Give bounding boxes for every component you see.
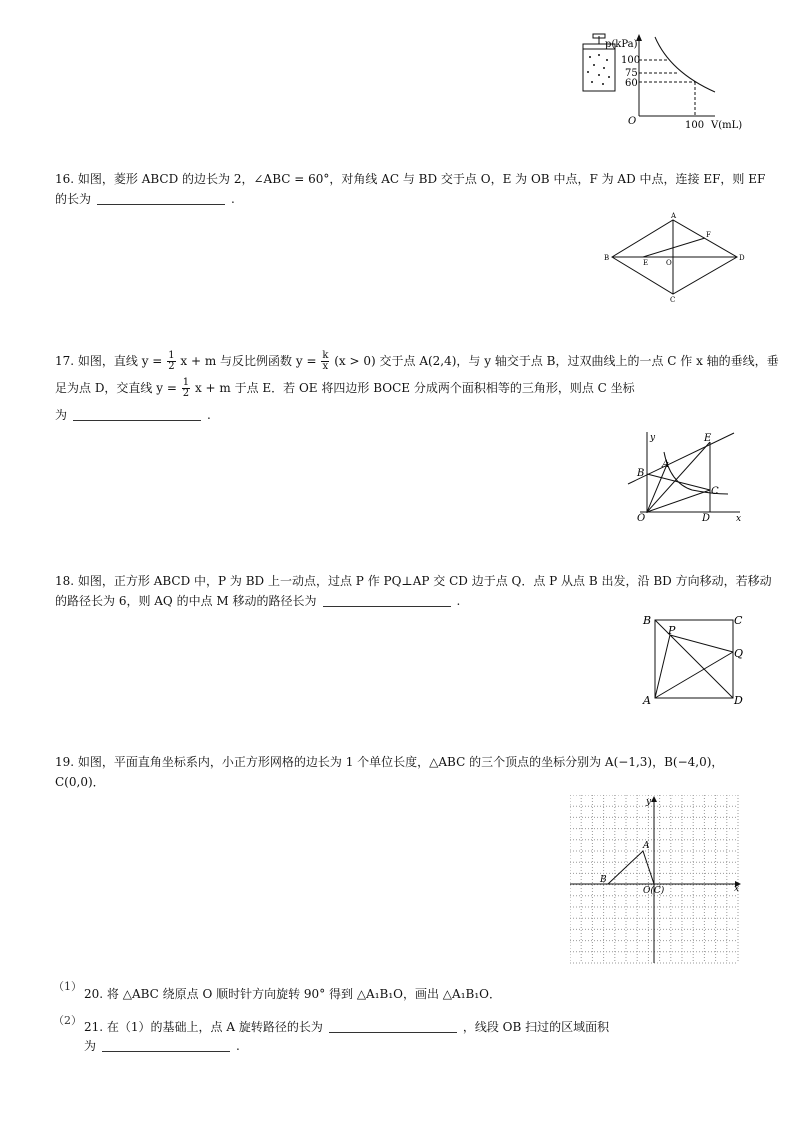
label-b: B (643, 614, 652, 627)
sub-question-2-label: （2） (53, 1014, 82, 1027)
label-d: D (739, 254, 745, 262)
q21-line2 (84, 1037, 240, 1054)
label-b: B (604, 254, 610, 262)
q21-line1-post: ，线段 OB 扫过的区域面积 (462, 1020, 610, 1034)
q18-answer-blank[interactable] (323, 596, 451, 607)
label-b: B (600, 875, 607, 885)
sub-question-1-label: （1） (53, 980, 82, 993)
label-c: C (711, 486, 719, 497)
tick-100: 100 (621, 55, 641, 66)
q17-answer-blank[interactable] (73, 410, 201, 421)
q17-line1 (55, 351, 779, 372)
frac-den: x (322, 361, 329, 372)
label-o: O (637, 513, 646, 523)
q16-line2 (55, 190, 235, 207)
tick-x-100: 100 (685, 120, 705, 131)
q16-line2-pre: 的长为 (55, 192, 92, 206)
tick-75: 75 (625, 68, 638, 79)
segment-ef (643, 238, 705, 257)
q17-line3-post: . (207, 408, 211, 422)
label-c: C (670, 296, 676, 304)
frac-num: 1 (182, 377, 190, 388)
q17-fraction-half (167, 351, 175, 372)
frac-num: k (322, 350, 329, 361)
label-c: C (734, 614, 743, 627)
label-p: P (668, 624, 676, 637)
tick-60: 60 (625, 78, 638, 89)
hyperbola-figure (622, 428, 747, 523)
label-d: D (734, 694, 743, 707)
origin-label: O (628, 116, 637, 127)
label-q: Q (734, 647, 744, 660)
label-b: B (637, 468, 645, 479)
y-axis-label: p(kPa) (605, 39, 638, 50)
q17-line3-pre: 为 (55, 408, 68, 422)
q21-line1 (84, 1018, 609, 1035)
q17-fraction-k (321, 351, 329, 372)
q17-text-a: 17. 如图，直线 y = (55, 354, 163, 368)
segment-pq (670, 635, 733, 652)
q16-line2-post: . (231, 192, 235, 206)
rhombus-figure (600, 212, 750, 307)
q21-answer-blank-1[interactable] (329, 1022, 457, 1033)
label-x: x (734, 884, 740, 894)
q17-line2 (55, 378, 635, 399)
label-e: E (704, 433, 712, 444)
q17-line3 (55, 406, 211, 423)
q21-line1-pre: 21. 在（1）的基础上，点 A 旋转路径的长为 (84, 1020, 323, 1034)
segment-ap (655, 635, 670, 698)
q18-line1: 18. 如图，正方形 ABCD 中，P 为 BD 上一动点，过点 P 作 PQ⊥AP 交 CD 边于点 Q．点 P 从点 B 出发，沿 BD 方向移动，若移动 (55, 574, 772, 588)
label-e: E (643, 259, 649, 267)
x-axis-label: V(mL) (711, 120, 743, 131)
label-x: x (736, 514, 742, 523)
q17-text-b: x + m 与反比例函数 y = (180, 354, 317, 368)
frac-den: 2 (182, 388, 190, 399)
q20-text: 20. 将 △ABC 绕原点 O 顺时针方向旋转 90° 得到 △A₁B₁O，画出 △A₁B₁O． (84, 987, 501, 1001)
label-y: y (646, 797, 652, 807)
q21-line2-pre: 为 (84, 1039, 97, 1053)
label-a: A (643, 841, 650, 851)
q18-line2-pre: 的路径长为 6，则 AQ 的中点 M 移动的路径长为 (55, 594, 317, 608)
q17-text-e: x + m 于点 E．若 OE 将四边形 BOCE 分成两个面积相等的三角形，则点 C 坐标 (194, 381, 635, 395)
label-f: F (706, 231, 711, 239)
coordinate-grid-figure (570, 795, 745, 965)
frac-den: 2 (168, 361, 175, 372)
q21-answer-blank-2[interactable] (102, 1041, 230, 1052)
label-a: A (643, 694, 651, 707)
isotherm-curve (655, 37, 715, 92)
q17-text-c: (x > 0) 交于点 A(2,4)，与 y 轴交于点 B，过双曲线上的一点 C 作 x 轴的垂线，垂 (334, 354, 779, 368)
q21-line2-post: . (236, 1039, 240, 1053)
frac-num: 1 (168, 350, 175, 361)
q16-line1: 16. 如图，菱形 ABCD 的边长为 2，∠ABC = 60°，对角线 AC 与 BD 交于点 O，E 为 OB 中点，F 为 AD 中点，连接 EF，则 EF (55, 172, 766, 186)
label-o: O (666, 259, 672, 267)
pressure-volume-figure (575, 32, 750, 132)
q17-text-d: 足为点 D，交直线 y = (55, 381, 177, 395)
square-figure (640, 610, 750, 708)
label-a: A (662, 459, 670, 470)
q19-line2: C(0,0)． (55, 775, 105, 789)
q16-answer-blank[interactable] (97, 194, 225, 205)
label-y: y (650, 433, 656, 443)
label-a: A (671, 212, 677, 220)
label-oc: O(C) (643, 886, 665, 896)
q18-line2 (55, 592, 460, 609)
q19-line1: 19. 如图，平面直角坐标系内，小正方形网格的边长为 1 个单位长度，△ABC 的三个顶点的坐标分别为 A(−1,3)，B(−4,0)， (55, 755, 724, 769)
q17-fraction-half-2 (182, 378, 190, 399)
label-d: D (702, 513, 711, 523)
q18-line2-post: . (456, 594, 461, 608)
